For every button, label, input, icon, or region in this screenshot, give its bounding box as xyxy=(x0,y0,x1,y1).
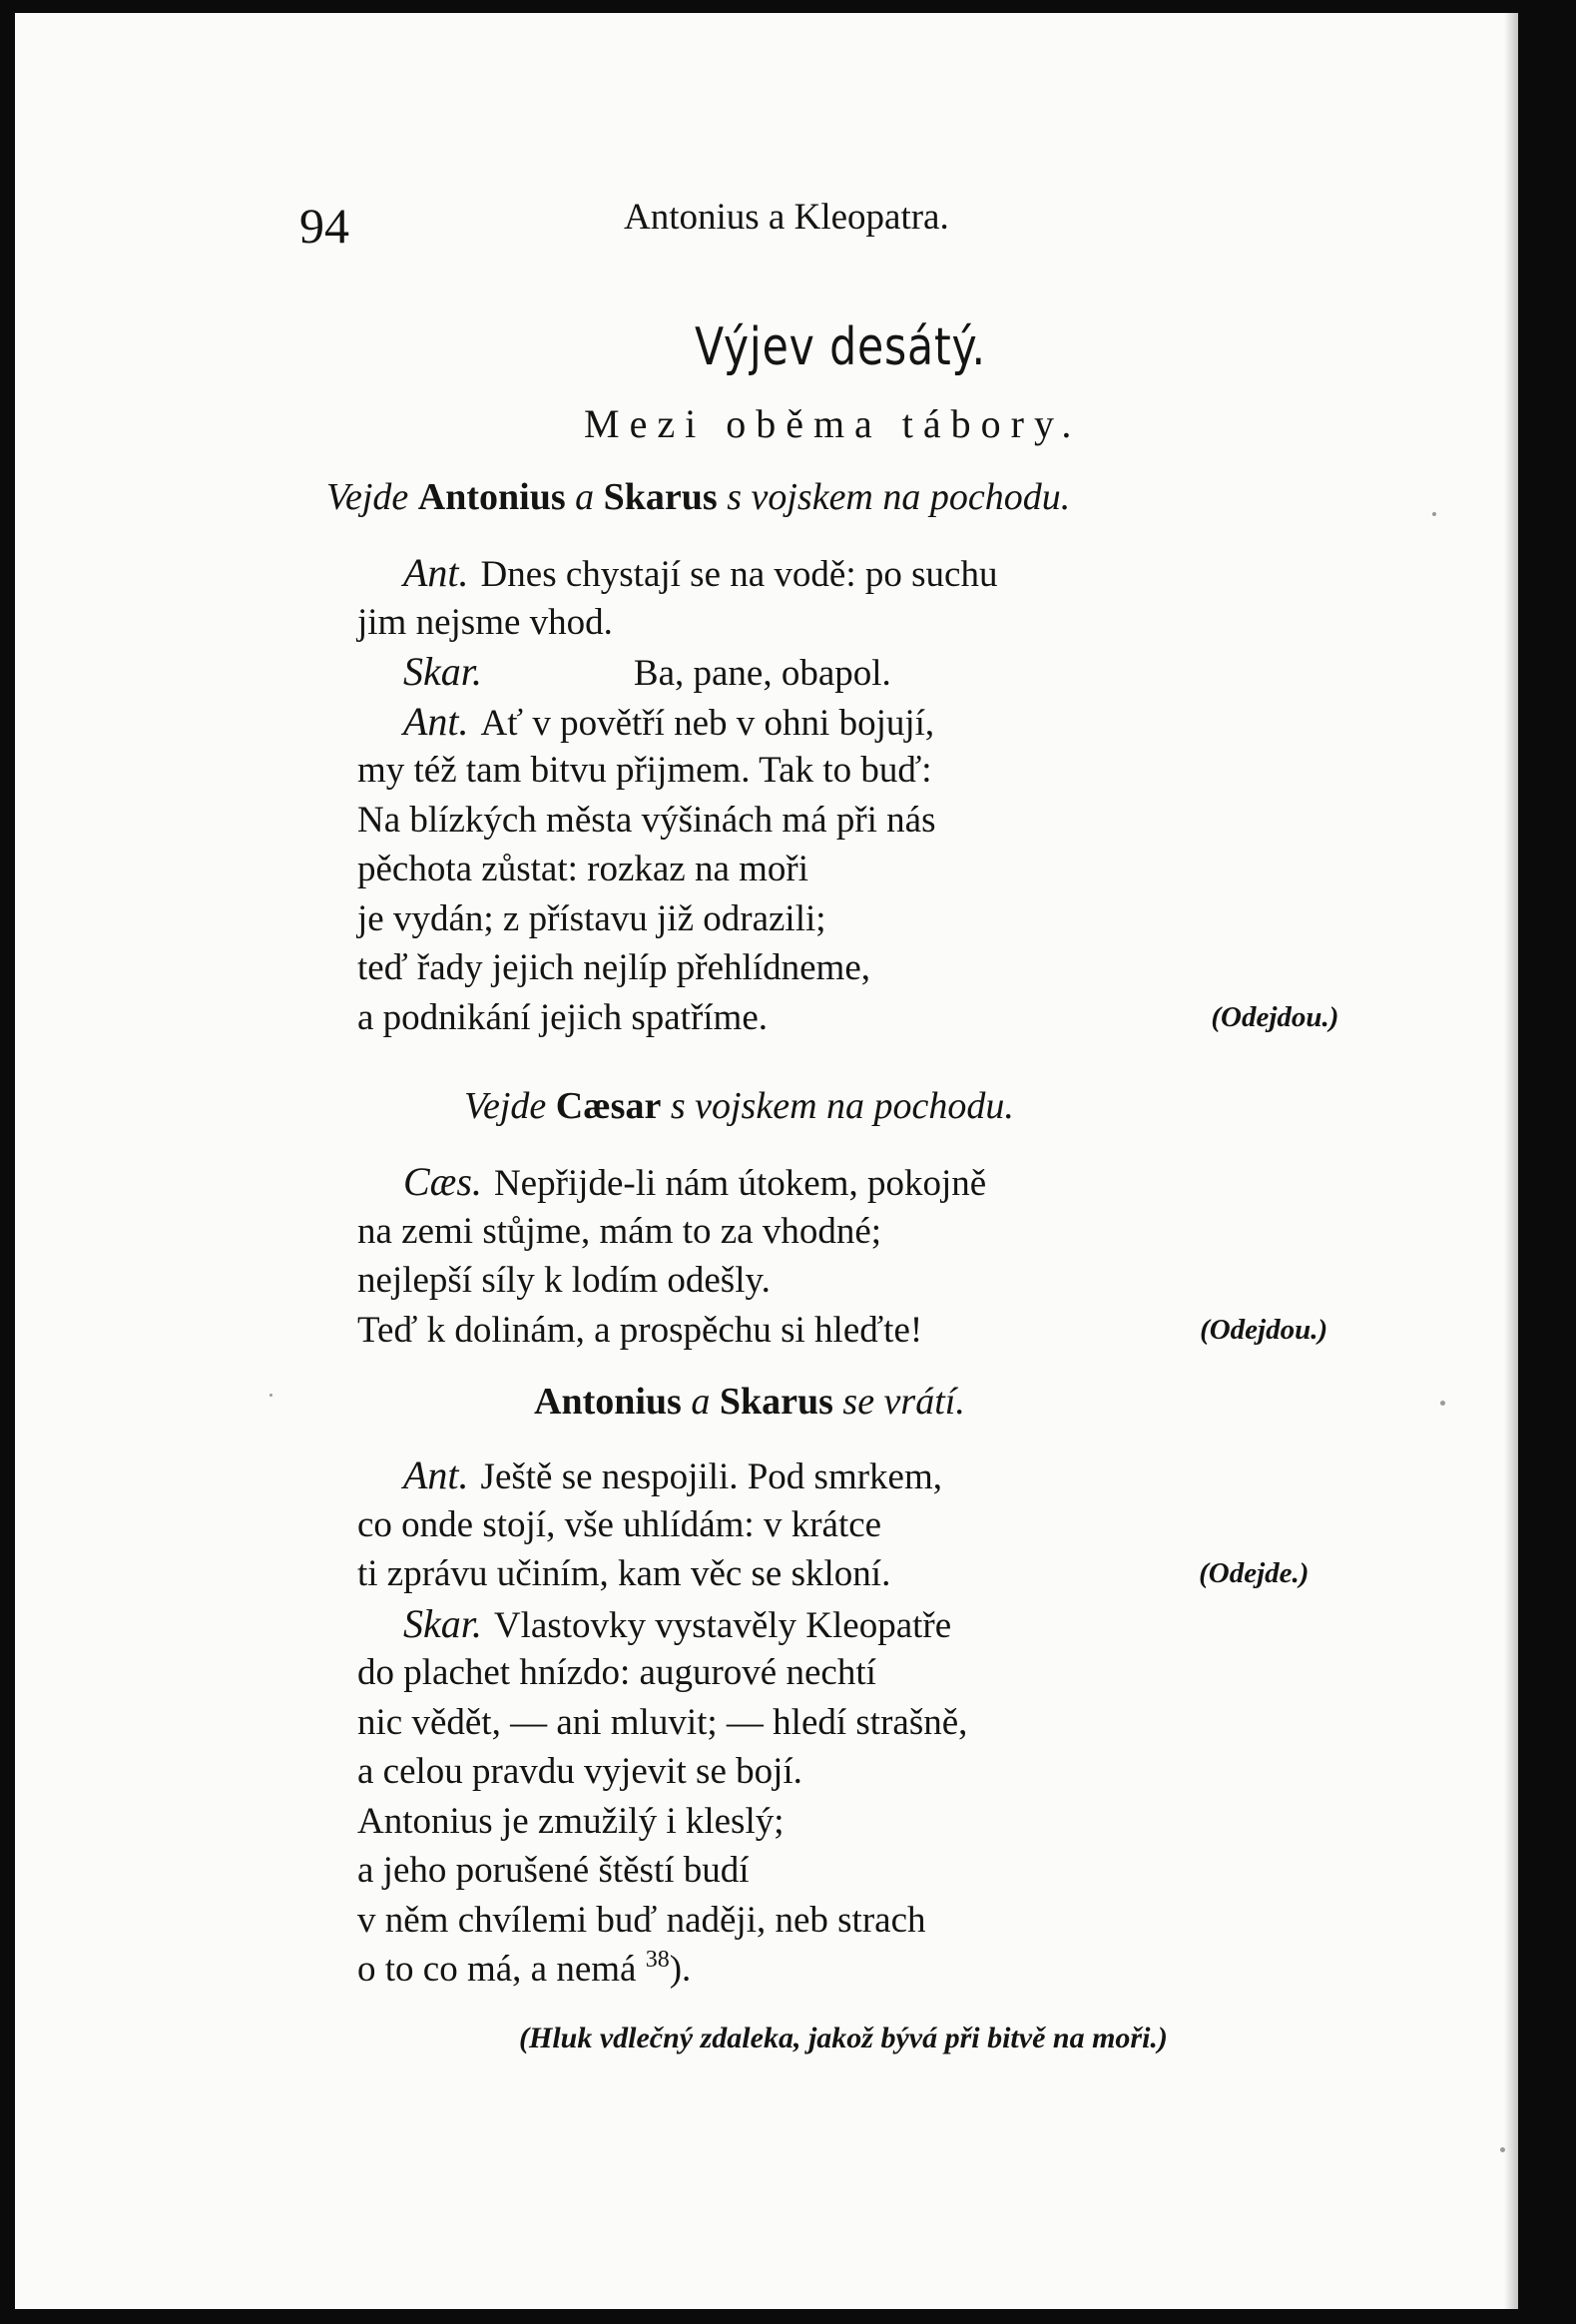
verse-line: nic vědět, — ani mluvit; — hledí strašně, xyxy=(357,1701,968,1743)
verse-block-3 xyxy=(357,1451,1310,1995)
speaker-label: Ant. xyxy=(403,1452,469,1497)
verse-line: Cæs. Nepřijde-li nám útokem, pokojně xyxy=(403,1159,987,1204)
running-title: Antonius a Kleopatra. xyxy=(624,197,949,238)
verse-line: Na blízkých města výšinách má při nás xyxy=(357,799,936,841)
paper-speck xyxy=(1432,512,1436,516)
stage-direction-entrance-2: Vejde Cæsar s vojskem na pochodu. xyxy=(464,1085,1014,1127)
page-header xyxy=(15,191,1518,254)
exit-direction: (Odejde.) xyxy=(1199,1557,1310,1589)
verse-line: ti zprávu učiním, kam věc se skloní. (Odejde.) xyxy=(357,1549,967,1599)
verse-line: pěchota zůstat: rozkaz na moři xyxy=(357,849,809,889)
speaker-label: Skar. xyxy=(403,1600,482,1646)
verse-line: o to co má, a nemá $^{38}$). xyxy=(357,1947,692,1990)
verse-line: Ant. Dnes chystají se na vodě: po suchu xyxy=(403,550,998,595)
paper-speck xyxy=(1440,1401,1445,1406)
verse-line: a celou pravdu vyjevit se bojí. xyxy=(357,1751,802,1792)
stage-direction-return: Antonius a Skarus se vrátí. xyxy=(534,1381,965,1423)
scene-location: Mezi oběma tábory. xyxy=(584,401,1082,446)
verse-line: Skar. Vlastovky vystavěly Kleopatře xyxy=(403,1600,952,1646)
stage-direction-battle-noise: (Hluk vdlečný zdaleka, jakož bývá při bitvě na moři.) xyxy=(519,2022,1168,2054)
verse-line: Ant. Ještě se nespojili. Pod smrkem, xyxy=(403,1452,943,1497)
paper-speck xyxy=(269,1394,272,1397)
verse-line: nejlepší síly k lodím odešly. xyxy=(357,1260,771,1301)
footnote-marker: 38 xyxy=(645,1947,670,1973)
verse-block-1 xyxy=(357,548,1339,1042)
book-page xyxy=(15,13,1518,2309)
verse-line: Teď k dolinám, a prospěchu si hleďte! (Odejdou.) xyxy=(357,1306,986,1356)
verse-line: my též tam bitvu přijmem. Tak to buď: xyxy=(357,750,932,791)
verse-line: v něm chvílemi buď naději, neb strach xyxy=(357,1899,926,1941)
scene-title: Výjev desátý. xyxy=(695,317,986,377)
speaker-label: Ant. xyxy=(403,698,469,744)
page-number: 94 xyxy=(299,198,349,254)
speaker-label: Ant. xyxy=(403,550,469,595)
verse-line: a podnikání jejich spatříme. (Odejdou.) xyxy=(357,993,997,1043)
verse-line: na zemi stůjme, mám to za vhodné; xyxy=(357,1210,882,1252)
paper-speck xyxy=(1500,2147,1505,2152)
speaker-label: Skar. xyxy=(403,649,482,694)
exit-direction: (Odejdou.) xyxy=(1211,1000,1339,1033)
exit-direction: (Odejdou.) xyxy=(1200,1313,1328,1346)
verse-line: je vydán; z přístavu již odrazili; xyxy=(357,897,826,939)
verse-line: a jeho porušené štěstí budí xyxy=(357,1850,750,1891)
verse-line: Ant. Ať v povětří neb v ohni bojují, xyxy=(403,698,935,744)
verse-line: teď řady jejich nejlíp přehlídneme, xyxy=(357,947,870,988)
verse-line: do plachet hnízdo: augurové nechtí xyxy=(357,1652,876,1693)
verse-line: Antonius je zmužilý i kleslý; xyxy=(357,1800,785,1842)
stage-direction-entrance-1: Vejde Antonius a Skarus s vojskem na pochodu. xyxy=(326,476,1071,518)
speaker-label: Cæs. xyxy=(403,1159,482,1204)
verse-line: jim nejsme vhod. xyxy=(357,601,613,643)
verse-block-2 xyxy=(357,1157,1328,1355)
verse-line: Skar. Ba, pane, obapol. xyxy=(403,649,891,694)
page-edge-shadow xyxy=(1504,13,1518,2309)
verse-line: co onde stojí, vše uhlídám: v krátce xyxy=(357,1503,882,1545)
